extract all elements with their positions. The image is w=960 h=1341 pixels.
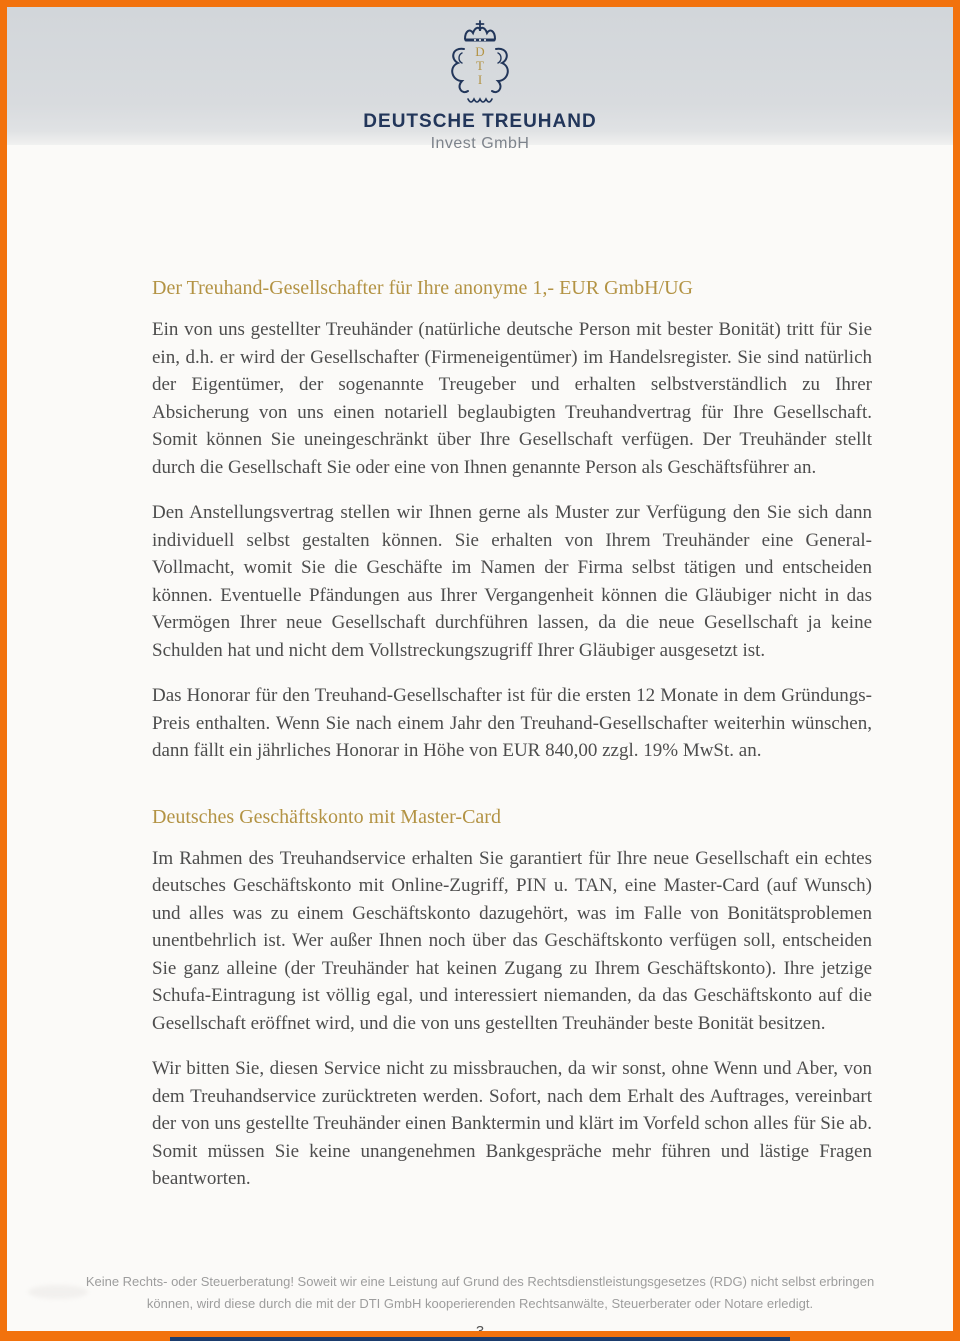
footer-disclaimer-line-2: können, wird diese durch die mit der DTI GmbH kooperierenden Rechtsanwälte, Steuerberater oder Notare erledigt. <box>146 1296 814 1311</box>
scan-smudge <box>28 1285 88 1299</box>
frame-left-border <box>0 0 7 1341</box>
crest-letter-t: T <box>476 58 484 73</box>
next-page-edge <box>170 1337 790 1341</box>
dti-crest-icon <box>440 19 520 107</box>
page-header <box>7 7 953 152</box>
section-2-paragraph-2: Wir bitten Sie, diesen Service nicht zu missbrauchen, da wir sonst, ohne Wenn und Aber, von dem Treuhandservice zurücktreten werden. Sofort, nach dem Erhalt des Auftrages, vereinbart der von uns gestellte Treuhänder einen Banktermin und klärt im Vorfeld schon alles für Sie ab. Somit müssen Sie keine unangenehmen Bankgespräche mehr führen und lästige Fragen beantworten. <box>152 1058 872 1189</box>
section-2-heading: Deutsches Geschäftskonto mit Master-Card <box>152 805 501 828</box>
footer-disclaimer <box>60 1271 900 1315</box>
section-1-paragraph-2: Den Anstellungsvertrag stellen wir Ihnen gerne als Muster zur Verfügung den Sie sich dann individuell selbst gestalten können. Sie erhalten von Ihrem Treuhänder eine General-Vollmacht, womit Sie die Geschäfte im Namen der Firma selbst tätigen und entscheiden können. Eventuelle Pfändungen aus Ihrer Vergangenheit können die Gläubiger nicht in das Vermögen Ihrer neue Gesellschaft durchführen lassen, da die neue Gesellschaft ja keine Schulden hat und nicht dem Vollstreckungszugriff Ihrer Gläubiger ausgesetzt ist. <box>152 502 872 661</box>
frame-right-border <box>953 0 960 1341</box>
frame-top-border <box>0 0 960 7</box>
document-body <box>152 276 872 1211</box>
crest-letter-i: I <box>477 72 483 87</box>
section-1-paragraph-3: Das Honorar für den Treuhand-Gesellschafter ist für die ersten 12 Monate in dem Gründungs-Preis enthalten. Wenn Sie nach einem Jahr den Treuhand-Gesellschafter weiterhin wünschen, dann fällt ein jährliches Honorar in Höhe von EUR 840,00 zzgl. 19% MwSt. an. <box>152 685 872 761</box>
footer-disclaimer-line-1: Keine Rechts- oder Steuerberatung! Soweit wir eine Leistung auf Grund des Rechtsdienstleistungsgesetzes (RDG) nicht selbst erbringen <box>85 1274 875 1289</box>
crest-letter-d: D <box>475 44 485 59</box>
section-1-paragraph-1: Ein von uns gestellter Treuhänder (natürliche deutsche Person mit bester Bonität) tritt für Sie ein, d.h. er wird der Gesellschafter (Firmeneigentümer) im Handelsregister. Sie sind natürlich der Eigentümer, der sogenannte Treugeber und erhalten selbstverständlich zu Ihrer Absicherung von uns einen notariell beglaubigten Treuhandvertrag für Ihre Gesellschaft. Somit können Sie uneingeschränkt über Ihre Gesellschaft verfügen. Der Treuhänder stellt durch die Gesellschaft Sie oder eine von Ihnen genannte Person als Geschäftsführer an. <box>152 319 872 478</box>
section-1-heading: Der Treuhand-Gesellschafter für Ihre anonyme 1,- EUR GmbH/UG <box>152 277 693 299</box>
section-2-paragraph-1: Im Rahmen des Treuhandservice erhalten Sie garantiert für Ihre neue Gesellschaft ein echtes deutsches Geschäftskonto mit Online-Zugriff, PIN u. TAN, eine Master-Card (auf Wunsch) und alles was zu einem Geschäftskonto dazugehört, was im Falle von Bonitätsproblemen unentbehrlich ist. Wer außer Ihnen noch über das Geschäftskonto verfügen soll, entscheiden Sie ganz alleine (der Treuhänder hat keinen Zugang zu Ihrem Geschäftskonto). Ihre jetzige Schufa-Eintragung ist völlig egal, und interessiert niemanden, da das Geschäftskonto auf die Gesellschaft eröffnet wird, und die von uns gestellten Treuhänder beste Bonität besitzen. <box>152 847 872 1034</box>
brand-subtitle: Invest GmbH <box>430 135 530 152</box>
section-divider-gap <box>152 783 872 805</box>
brand-name: DEUTSCHE TREUHAND <box>363 111 597 132</box>
